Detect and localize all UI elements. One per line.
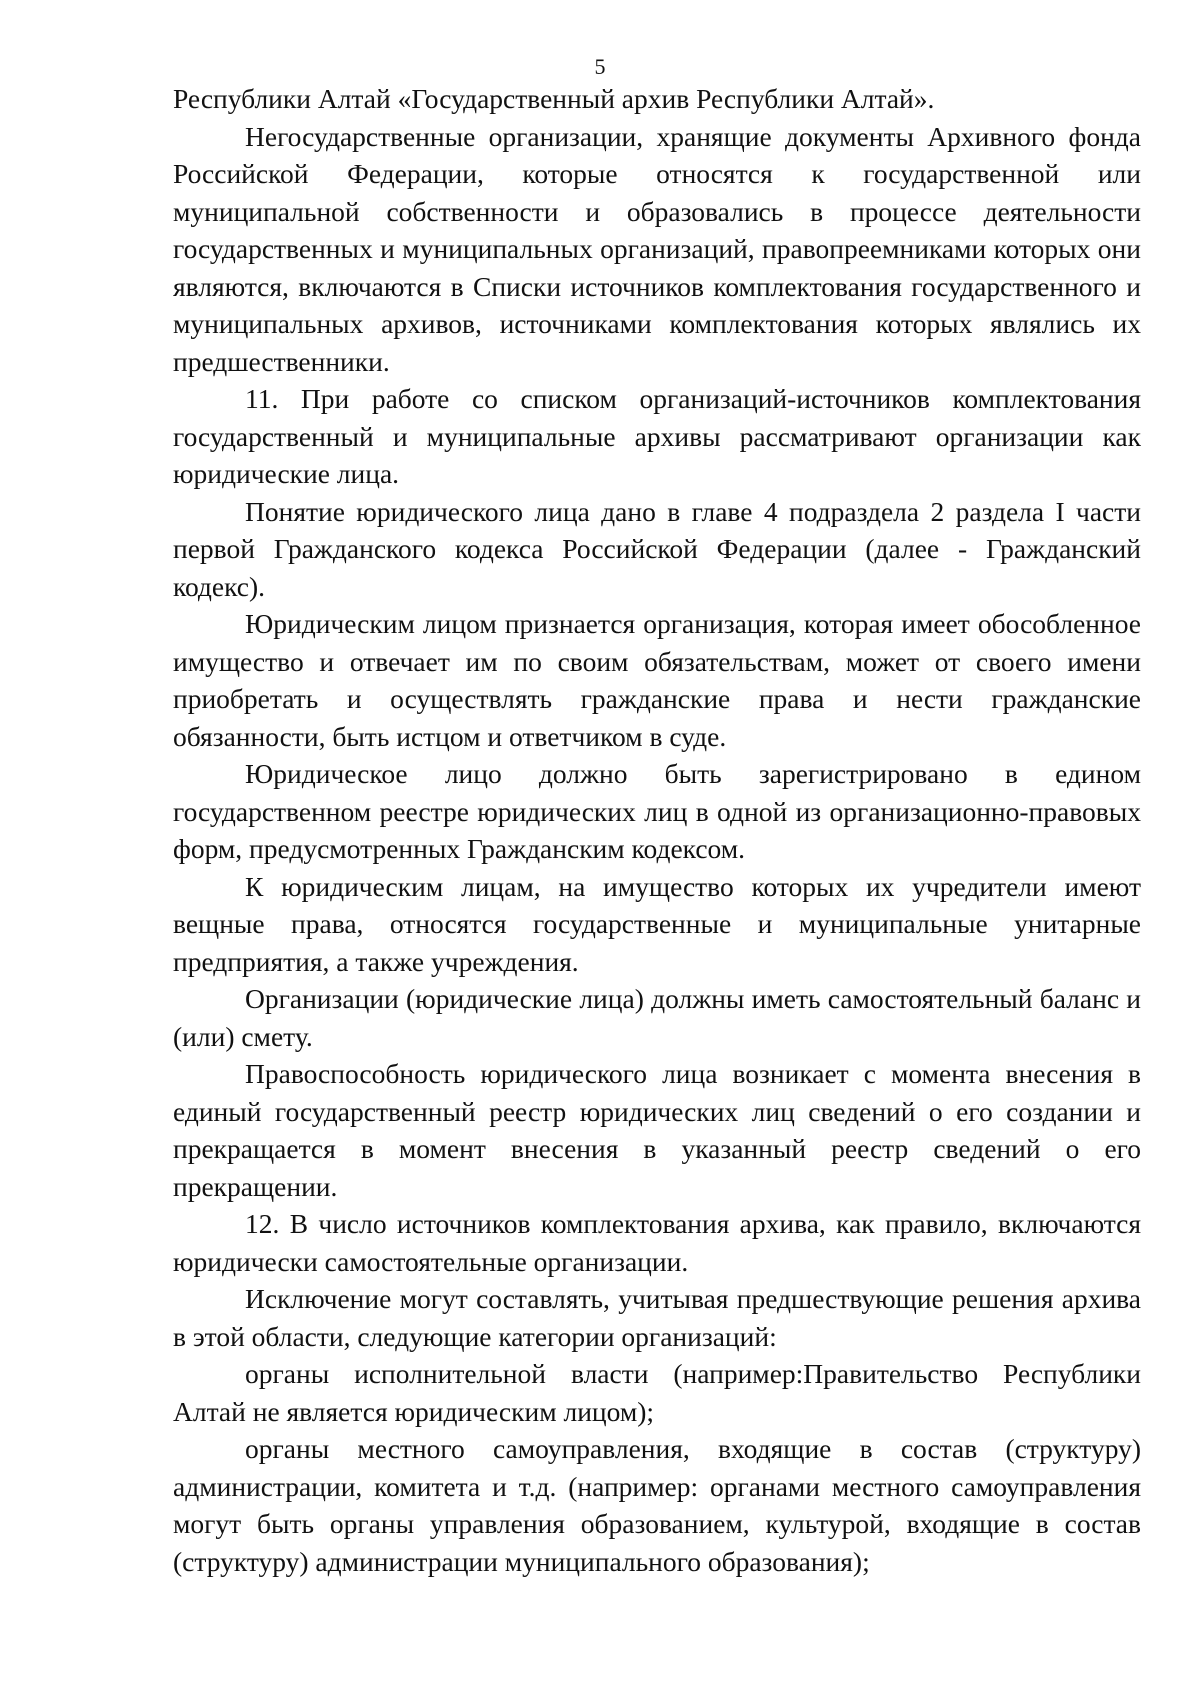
- paragraph: Негосударственные организации, хранящие документы Архивного фонда Российской Федерации, которые относятся к государственной или муниципальной собственности и образовались в процессе деятельности государственных и муниципальных организаций, правопреемниками которых они являются, включаются в Списки источников комплектования государственного и муниципальных архивов, источниками комплектования которых являлись их предшественники.: [173, 120, 1141, 377]
- document-body: [173, 80, 1141, 1580]
- paragraph: Республики Алтай «Государственный архив Республики Алтай».: [173, 83, 935, 114]
- paragraph: Юридическим лицом признается организация, которая имеет обособленное имущество и отвечает им по своим обязательствам, может от своего имени приобретать и осуществлять гражданские права и нести гражданские обязанности, быть истцом и ответчиком в суде.: [173, 608, 1141, 752]
- paragraph-item-12: 12. В число источников комплектования архива, как правило, включаются юридически самостоятельные организации.: [173, 1208, 1141, 1277]
- page-number: 5: [594, 54, 606, 79]
- paragraph: Понятие юридического лица дано в главе 4 подраздела 2 раздела I части первой Гражданского кодекса Российской Федерации (далее - Гражданский кодекс).: [173, 495, 1141, 602]
- paragraph: К юридическим лицам, на имущество которых их учредители имеют вещные права, относятся государственные и муниципальные унитарные предприятия, а также учреждения.: [173, 870, 1141, 977]
- paragraph: органы местного самоуправления, входящие в состав (структуру) администрации, комитета и т.д. (например: органами местного самоуправления могут быть органы управления образованием, культурой, входящие в состав (структуру) администрации муниципального образования);: [173, 1433, 1141, 1577]
- paragraph: органы исполнительной власти (например:Правительство Республики Алтай не является юридическим лицом);: [173, 1358, 1141, 1427]
- paragraph-item-11: 11. При работе со списком организаций-источников комплектования государственный и муниципальные архивы рассматривают организации как юридические лица.: [173, 383, 1141, 489]
- paragraph: Юридическое лицо должно быть зарегистрировано в едином государственном реестре юридических лиц в одной из организационно-правовых форм, предусмотренных Гражданским кодексом.: [173, 758, 1141, 864]
- paragraph: Правоспособность юридического лица возникает с момента внесения в единый государственный реестр юридических лиц сведений о его создании и прекращается в момент внесения в указанный реестр сведений о его прекращении.: [173, 1058, 1141, 1202]
- paragraph: Организации (юридические лица) должны иметь самостоятельный баланс и (или) смету.: [173, 983, 1141, 1052]
- paragraph: Исключение могут составлять, учитывая предшествующие решения архива в этой области, следующие категории организаций:: [173, 1283, 1141, 1352]
